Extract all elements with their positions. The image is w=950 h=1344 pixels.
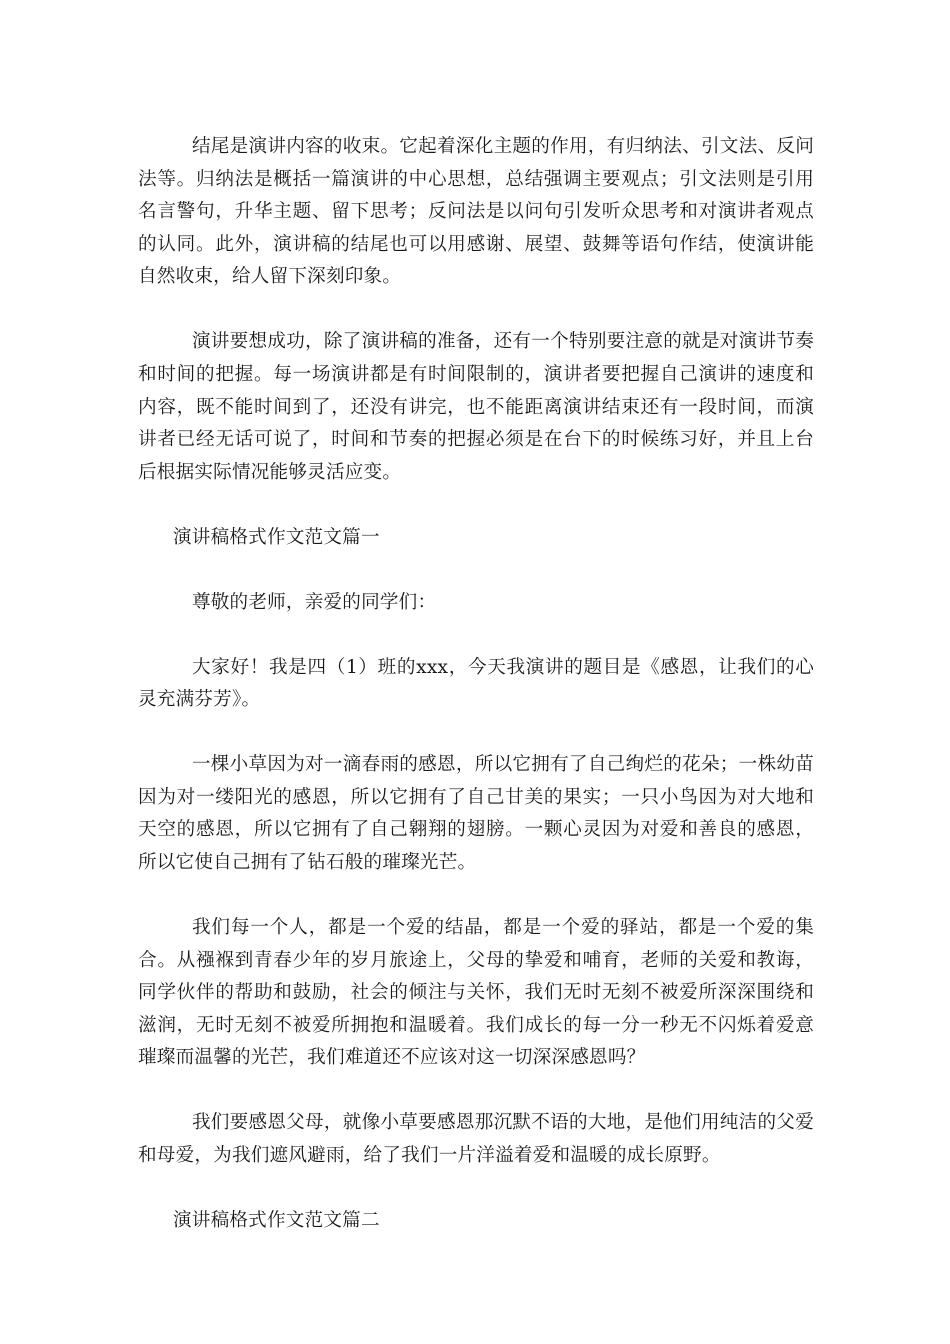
paragraph-love-collection: 我们每一个人，都是一个爱的结晶，都是一个爱的驿站，都是一个爱的集合。从襁褓到青春少年的岁月旅途上，父母的挚爱和哺育，老师的关爱和教诲，同学伙伴的帮助和鼓励，社会的倾注与关怀，我们无时无刻不被爱所深深围绕和滋润，无时无刻不被爱所拥抱和温暖着。我们成长的每一分一秒无不闪烁着爱意璀璨而温馨的光芒，我们难道还不应该对这一切深深感恩吗？ xyxy=(138,917,814,1069)
paragraph-ending-methods: 结尾是演讲内容的收束。它起着深化主题的作用，有归纳法、引文法、反问法等。归纳法是概括一篇演讲的中心思想，总结强调主要观点；引文法则是引用名言警句，升华主题、留下思考；反问法是以问句引发听众思考和对演讲者观点的认同。此外，演讲稿的结尾也可以用感谢、展望、鼓舞等语句作结，使演讲能自然收束，给人留下深刻印象。 xyxy=(138,136,814,288)
section-heading-2: 演讲稿格式作文范文篇二 xyxy=(173,1209,380,1231)
paragraph-thank-parents: 我们要感恩父母，就像小草要感恩那沉默不语的大地，是他们用纯洁的父爱和母爱，为我们遮风避雨，给了我们一片洋溢着爱和温暖的成长原野。 xyxy=(138,1112,814,1166)
paragraph-grass-analogy: 一棵小草因为对一滴春雨的感恩，所以它拥有了自己绚烂的花朵；一株幼苗因为对一缕阳光的感恩，所以它拥有了自己甘美的果实；一只小鸟因为对大地和天空的感恩，所以它拥有了自己翱翔的翅膀。一颗心灵因为对爱和善良的感恩，所以它使自己拥有了钻石般的璀璨光芒。 xyxy=(138,754,814,874)
paragraph-rhythm-and-time: 演讲要想成功，除了演讲稿的准备，还有一个特别要注意的就是对演讲节奏和时间的把握。每一场演讲都是有时间限制的，演讲者要把握自己演讲的速度和内容，既不能时间到了，还没有讲完，也不能距离演讲结束还有一段时间，而演讲者已经无话可说了，时间和节奏的把握必须是在台下的时候练习好，并且上台后根据实际情况能够灵活应变。 xyxy=(138,331,814,483)
paragraph-greeting: 大家好！我是四（1）班的xxx，今天我演讲的题目是《感恩，让我们的心灵充满芬芳》。 xyxy=(138,656,814,711)
document-body xyxy=(138,131,814,1270)
paragraph-salutation: 尊敬的老师，亲爱的同学们： xyxy=(191,591,437,613)
section-heading-1: 演讲稿格式作文范文篇一 xyxy=(173,526,380,548)
